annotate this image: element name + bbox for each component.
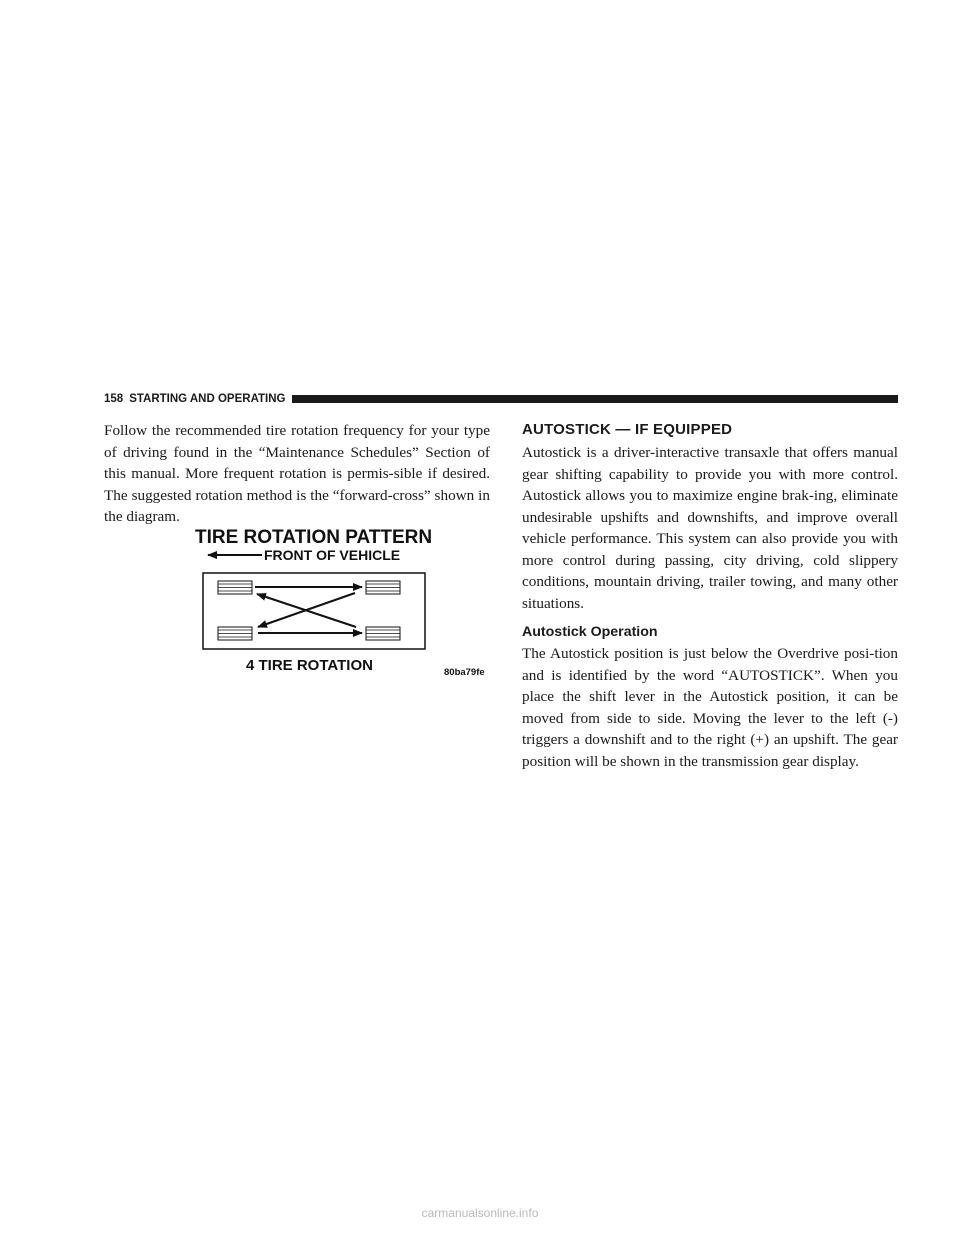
right-column [522,420,898,772]
figure-code: 80ba79fe [444,667,485,678]
left-column [104,420,490,528]
front-left-tire [218,581,252,594]
tire-rotation-figure [190,523,500,683]
page-header [104,391,898,407]
page-number: 158 [104,393,124,405]
autostick-operation-paragraph: The Autostick position is just below the Overdrive posi-tion and is identified by the word “AUTOSTICK”. When you place the shift lever in the Autostick position, it can be moved from side to side. Moving the lever to the left (-) triggers a downshift and to the right (+) an upshift. The gear position will be shown in the transmission gear display. [522,645,898,770]
rear-right-tire [366,627,400,640]
rear-left-tire [218,627,252,640]
figure-caption: 4 TIRE ROTATION [246,657,373,674]
watermark: carmanualsonline.info [421,1206,539,1220]
autostick-paragraph: Autostick is a driver-interactive transaxle that offers manual gear shifting capability to provide you with more control. Autostick allows you to maximize engine brak-ing, eliminate undesirable upshifts and downshifts, and improve overall vehicle performance. This system can also provide you with more control during passing, city driving, cold slippery conditions, mountain driving, trailer towing, and many other situations. [522,444,898,612]
tire-rotation-diagram [190,523,500,683]
tire-rotation-paragraph: Follow the recommended tire rotation frequency for your type of driving found in the “Maintenance Schedules” Section of this manual. More frequent rotation is permis-sible if desired. The suggested rotation method is the “forward-cross” shown in the diagram. [104,422,490,525]
header-rule [292,395,899,403]
autostick-operation-heading: Autostick Operation [522,624,658,640]
autostick-heading: AUTOSTICK — IF EQUIPPED [522,421,733,438]
figure-title: TIRE ROTATION PATTERN [195,527,433,548]
front-right-tire [366,581,400,594]
section-title: STARTING AND OPERATING [129,393,286,405]
front-of-vehicle-label: FRONT OF VEHICLE [264,547,401,563]
